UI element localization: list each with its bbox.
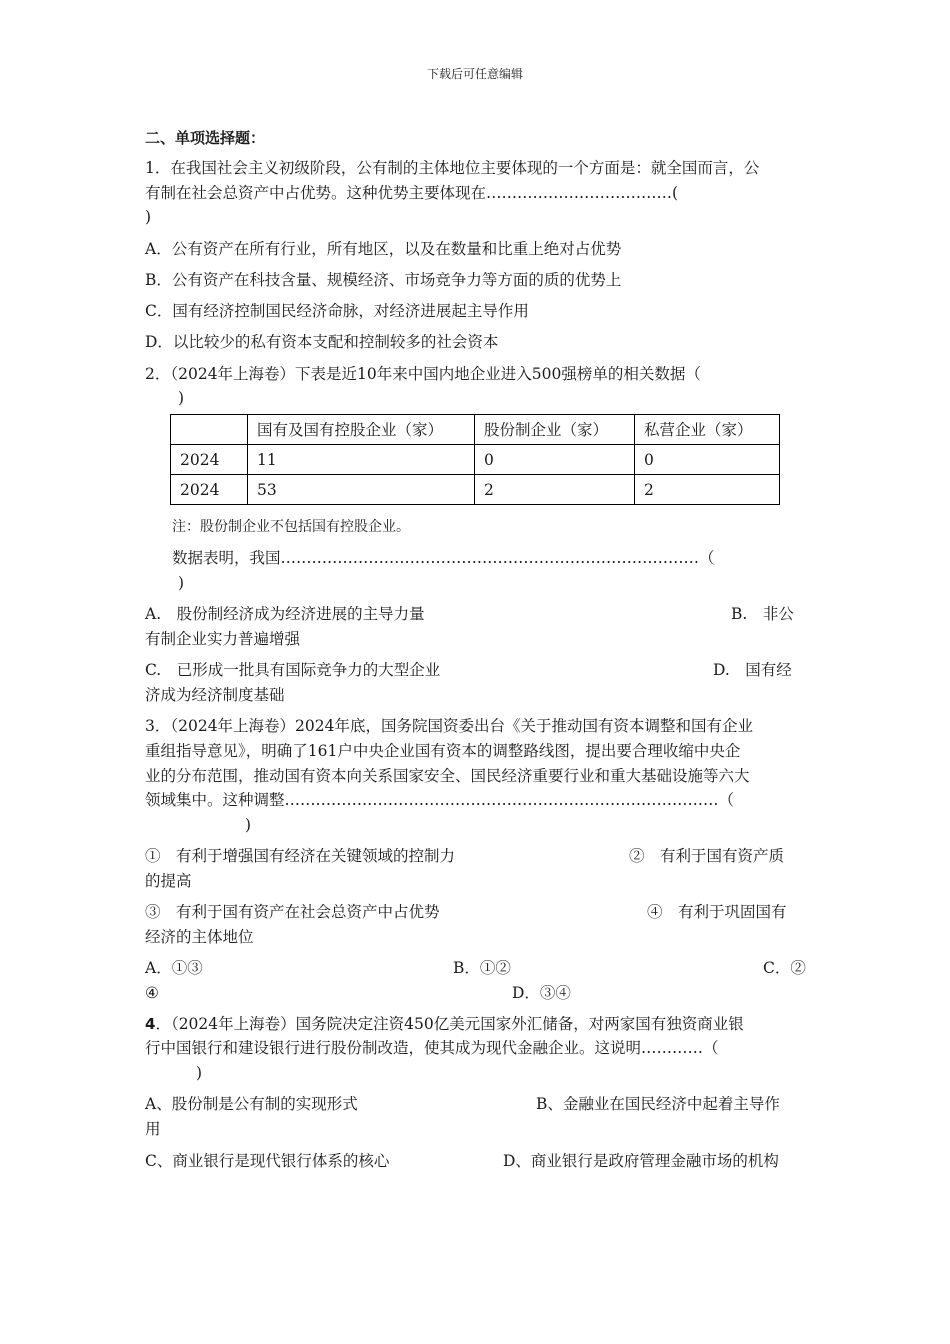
q1-option-d: D．以比较少的私有资本支配和控制较多的社会资本 (145, 333, 499, 351)
q1-stem-line2: 有制在社会总资产中占优势。这种优势主要体现在………………………………( (145, 184, 679, 202)
table-cell: 53 (248, 475, 475, 505)
q4-option-b-cont: 用 (145, 1120, 161, 1138)
q2-option-b-cont: 有制企业实力普遍增强 (145, 630, 301, 648)
table-cell: 0 (635, 445, 780, 475)
q2-stem-line1: 2．（2024年上海卷）下表是近10年来中国内地企业进入500强榜单的相关数据（ (145, 365, 701, 383)
table-cell: 2 (475, 475, 635, 505)
q4-stem-line2: 行中国银行和建设银行进行股份制改造，使其成为现代金融企业。这说明…………（ (145, 1039, 719, 1057)
table-cell: 2024 (171, 445, 248, 475)
q3-option-c-cont: ④ (145, 984, 159, 1002)
q2-question-line2: ) (178, 574, 185, 592)
table-header-cell: 国有及国有控股企业（家） (248, 415, 475, 445)
table-header-cell: 私营企业（家） (635, 415, 780, 445)
table-header-cell (171, 415, 248, 445)
q3-statement-1: ① 有利于增强国有经济在关键领域的控制力 (145, 847, 456, 865)
q2-question-line1: 数据表明，我国………………………………………………………………………（ (172, 549, 715, 567)
q2-option-a: A. 股份制经济成为经济进展的主导力量 (145, 605, 425, 623)
table-cell: 0 (475, 445, 635, 475)
q4-option-b: B、金融业在国民经济中起着主导作 (536, 1095, 780, 1113)
q3-option-d: D．③④ (512, 984, 571, 1002)
data-table (170, 414, 780, 505)
table-header-cell: 股份制企业（家） (475, 415, 635, 445)
q2-stem-line2: ) (178, 389, 185, 407)
table-header-row (171, 415, 780, 445)
q3-statement-4: ④ 有利于巩固国有 (647, 903, 787, 921)
q3-option-c: C．② (763, 959, 806, 977)
table-row (171, 445, 780, 475)
q3-statement-4-cont: 经济的主体地位 (145, 928, 254, 946)
q3-statement-2: ② 有利于国有资产质 (629, 847, 785, 865)
q1-stem-line3: ) (145, 208, 152, 226)
q2-option-b: B. 非公 (731, 605, 794, 623)
q2-option-d: D. 国有经 (713, 661, 792, 679)
q3-stem-line1: 3．（2024年上海卷）2024年底，国务院国资委出台《关于推动国有资本调整和国有企业 (145, 717, 754, 735)
table-row (171, 475, 780, 505)
table-note: 注：股份制企业不包括国有控股企业。 (172, 519, 410, 535)
page-header: 下载后可任意编辑 (426, 67, 523, 81)
table-cell: 2 (635, 475, 780, 505)
q4-stem-text: ．（2024年上海卷）国务院决定注资450亿美元国家外汇储备，对两家国有独资商业银 (155, 1015, 744, 1033)
q1-option-c: C．国有经济控制国民经济命脉，对经济进展起主导作用 (145, 302, 529, 320)
q3-stem-line2: 重组指导意见》，明确了161户中央企业国有资本的调整路线图，提出要合理收缩中央企 (145, 742, 741, 760)
q3-statement-3: ③ 有利于国有资产在社会总资产中占优势 (145, 903, 440, 921)
q3-stem-close: ) (245, 816, 252, 834)
q4-option-d: D、商业银行是政府管理金融市场的机构 (503, 1152, 779, 1170)
q4-option-a: A、股份制是公有制的实现形式 (145, 1095, 358, 1113)
q3-option-a: A．①③ (145, 959, 203, 977)
q4-number: 4 (145, 1015, 156, 1033)
q3-stem-line3: 业的分布范围，推动国有资本向关系国家安全、国民经济重要行业和重大基础设施等六大 (145, 767, 750, 785)
q2-option-c: C. 已形成一批具有国际竞争力的大型企业 (145, 661, 441, 679)
q1-stem-line1: 1．在我国社会主义初级阶段，公有制的主体地位主要体现的一个方面是：就全国而言，公 (145, 159, 760, 177)
q1-option-b: B．公有资产在科技含量、规模经济、市场竞争力等方面的质的优势上 (145, 271, 622, 289)
table-cell: 11 (248, 445, 475, 475)
q1-option-a: A．公有资产在所有行业，所有地区，以及在数量和比重上绝对占优势 (145, 240, 622, 258)
q4-stem-line3: ) (196, 1064, 203, 1082)
q2-option-d-cont: 济成为经济制度基础 (145, 686, 285, 704)
q4-option-c: C、商业银行是现代银行体系的核心 (145, 1152, 390, 1170)
q3-option-b: B．①② (453, 959, 511, 977)
table-cell: 2024 (171, 475, 248, 505)
q4-stem-line1 (145, 1014, 744, 1034)
q3-stem-line4: 领域集中。这种调整…………………………………………………………………………（ (145, 791, 735, 809)
section-title: 二、单项选择题： (145, 129, 266, 147)
q3-statement-2-cont: 的提高 (145, 872, 192, 890)
